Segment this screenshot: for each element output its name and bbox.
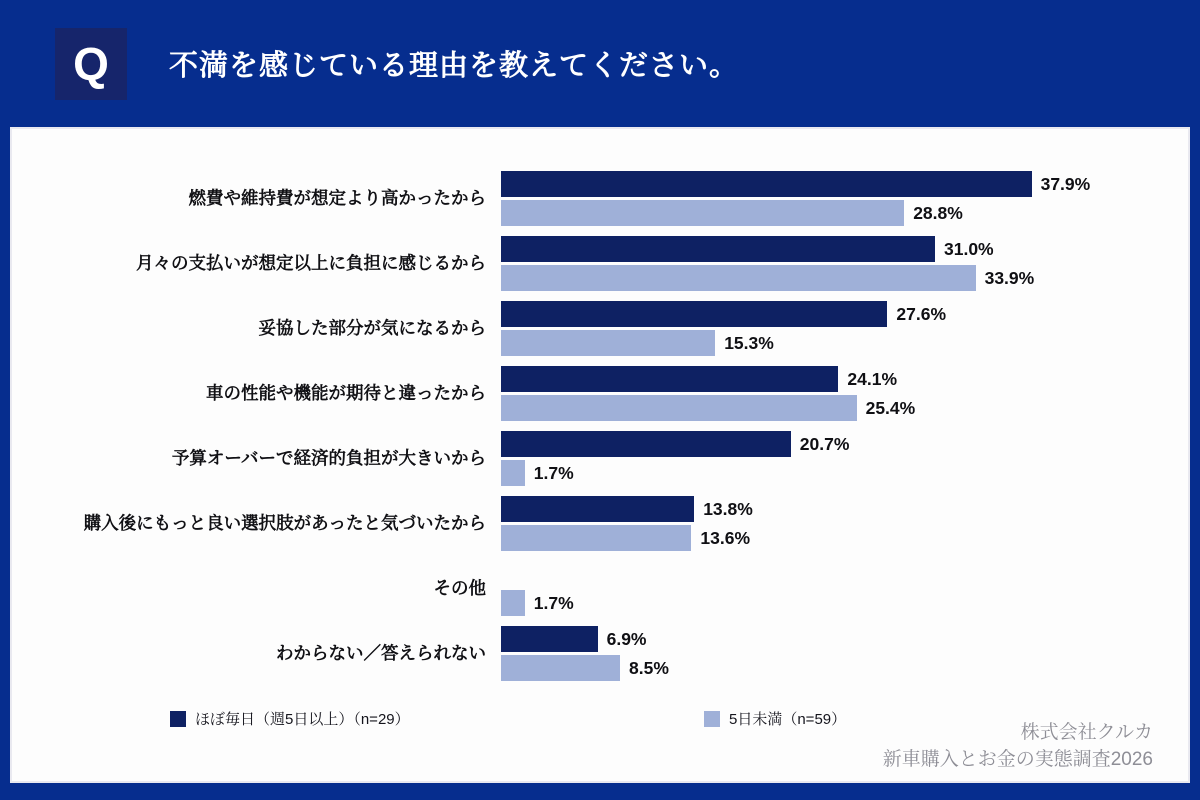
q-badge — [55, 28, 127, 100]
bar-line — [501, 525, 1188, 551]
bar-line — [501, 366, 1188, 392]
legend-item-daily — [170, 708, 704, 729]
bar-group — [501, 171, 1188, 226]
bar-dark — [501, 236, 935, 262]
bar-light — [501, 330, 715, 356]
category-label: 燃費や維持費が想定より高かったから — [188, 187, 486, 208]
chart-row — [12, 171, 1188, 226]
value-label: 1.7% — [533, 592, 574, 613]
bar-line — [501, 626, 1188, 652]
bar-light — [501, 395, 857, 421]
category-label: 車の性能や機能が期待と違ったから — [206, 382, 486, 403]
bar-group — [501, 366, 1188, 421]
bar-light — [501, 460, 525, 486]
value-label: 37.9% — [1040, 173, 1091, 194]
q-badge-label: Q — [73, 37, 109, 90]
bar-line — [501, 265, 1188, 291]
value-label: 13.6% — [700, 527, 751, 548]
value-label: 1.7% — [533, 462, 574, 483]
chart-rows — [12, 171, 1188, 681]
legend-label-under5: 5日未満（n=59） — [729, 711, 847, 728]
bar-line — [501, 330, 1188, 356]
bar-dark — [501, 366, 838, 392]
chart-row — [12, 366, 1188, 421]
category-label: 購入後にもっと良い選択肢があったと気づいたから — [83, 512, 486, 533]
bar-group — [501, 496, 1188, 551]
bar-line — [501, 200, 1188, 226]
bar-dark — [501, 301, 887, 327]
bar-group — [501, 431, 1188, 486]
bar-line — [501, 655, 1188, 681]
bar-line — [501, 395, 1188, 421]
bar-line — [501, 496, 1188, 522]
bar-group — [501, 236, 1188, 291]
bar-line — [501, 171, 1188, 197]
value-label: 20.7% — [799, 433, 850, 454]
bar-dark — [501, 626, 598, 652]
bar-light — [501, 590, 525, 616]
value-label: 27.6% — [896, 303, 947, 324]
value-label: 6.9% — [606, 628, 647, 649]
bar-line — [501, 460, 1188, 486]
source-survey: 新車購入とお金の実態調査2026 — [882, 749, 1153, 770]
value-label: 13.8% — [703, 498, 753, 519]
bar-group — [501, 626, 1188, 681]
source-attribution — [883, 719, 1153, 773]
value-label: 25.4% — [865, 397, 916, 418]
bar-line — [501, 431, 1188, 457]
chart-row — [12, 496, 1188, 551]
question-header — [0, 0, 1200, 127]
value-label: 33.9% — [984, 267, 1035, 288]
bar-dark — [501, 171, 1032, 197]
legend-label-daily: ほぼ毎日（週5日以上）（n=29） — [195, 711, 410, 728]
bar-light — [501, 525, 691, 551]
value-label: 31.0% — [944, 238, 994, 259]
bar-line — [501, 590, 1188, 616]
legend-swatch-light — [704, 711, 720, 727]
legend-item-under5 — [704, 708, 846, 729]
category-label: 月々の支払いが想定以上に負担に感じるから — [136, 252, 486, 273]
chart-card — [10, 127, 1190, 783]
bar-line — [501, 301, 1188, 327]
bar-group — [501, 301, 1188, 356]
value-label: 28.8% — [913, 202, 963, 223]
legend-swatch-dark — [170, 711, 186, 727]
value-label: 15.3% — [724, 332, 774, 353]
value-label: 24.1% — [847, 368, 898, 389]
bar-line — [501, 236, 1188, 262]
chart-row — [12, 431, 1188, 486]
bar-light — [501, 265, 976, 291]
chart-row — [12, 236, 1188, 291]
chart-row — [12, 301, 1188, 356]
value-label: 8.5% — [629, 657, 669, 678]
chart-row — [12, 561, 1188, 616]
bar-group — [501, 561, 1188, 616]
bar-dark — [501, 431, 791, 457]
bar-dark — [501, 496, 694, 522]
chart-row — [12, 626, 1188, 681]
bar-light — [501, 655, 620, 681]
source-company: 株式会社クルカ — [1020, 722, 1153, 743]
page-title: 不満を感じている理由を教えてください。 — [169, 50, 740, 82]
category-label: 妥協した部分が気になるから — [258, 317, 486, 338]
category-label: その他 — [433, 577, 486, 598]
bar-light — [501, 200, 904, 226]
category-label: 予算オーバーで経済的負担が大きいから — [171, 447, 486, 468]
bar-line — [501, 561, 1188, 587]
category-label: わからない／答えられない — [276, 642, 486, 663]
